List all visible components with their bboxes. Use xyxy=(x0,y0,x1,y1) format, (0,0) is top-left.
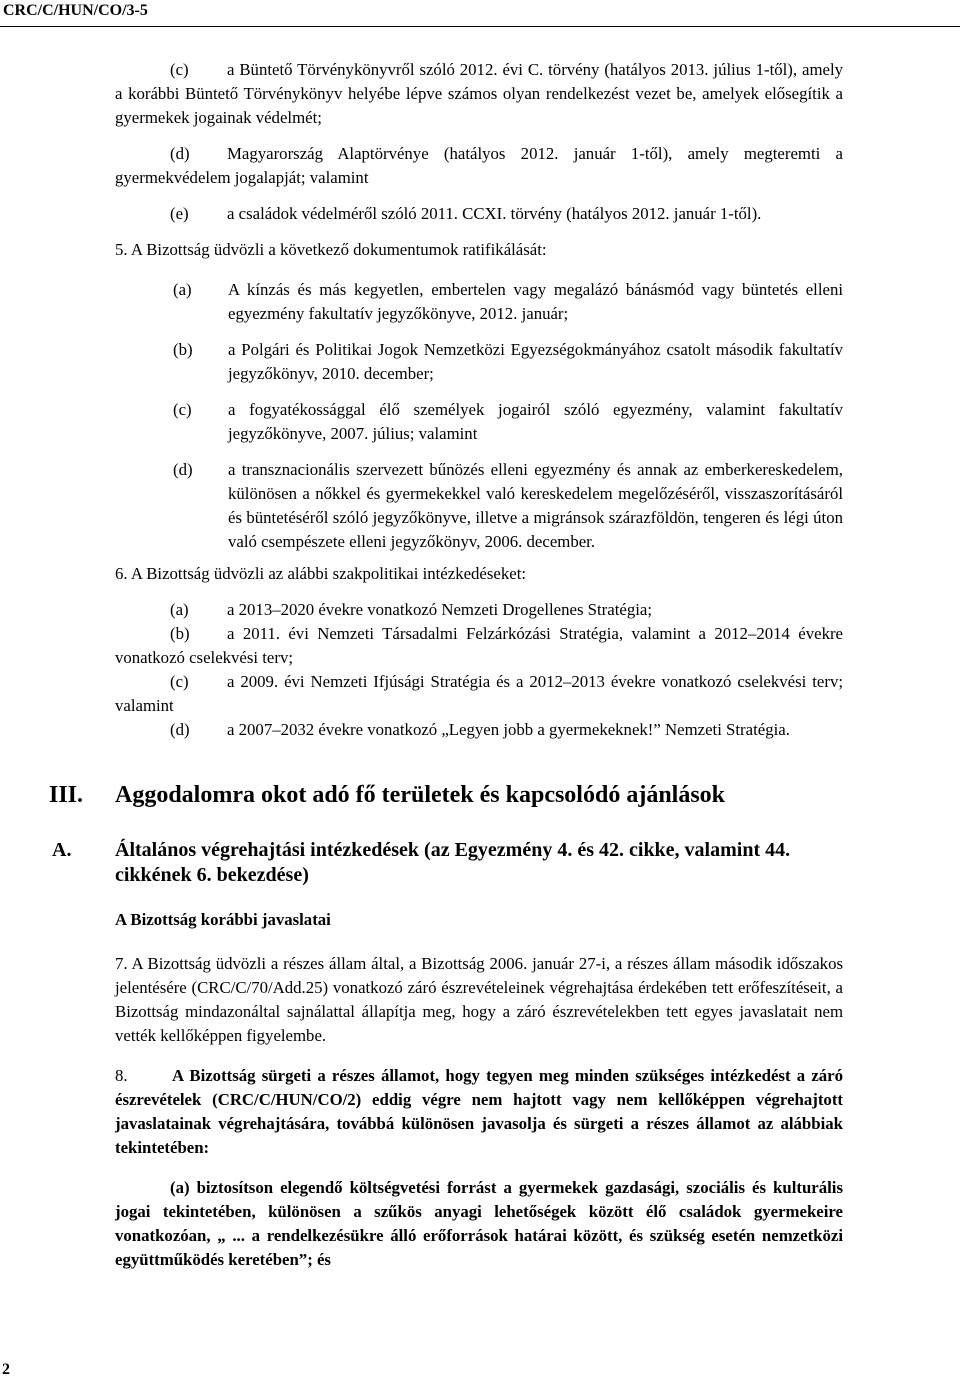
subsection-number: A. xyxy=(52,839,72,861)
section-title: Aggodalomra okot adó fő területek és kapcsolódó ajánlások xyxy=(115,782,726,808)
paragraph-6-intro: 6. A Bizottság üdvözli az alábbi szakpolitikai intézkedéseket: xyxy=(115,564,527,583)
paragraph-7: 7. A Bizottság üdvözli a részes állam által, a Bizottság 2006. január 27-i, a részes állam második időszakos jelentésére (CRC/C/70/Add.25) vonatkozó záró észrevételeinek végrehajtása érdekében tett erőfeszítéseit, a Bizottság mindazonáltal sajnálattal állapítja meg, hogy a záró észrevételekben tett egyes javaslatait nem vették kellőképpen figyelembe. xyxy=(115,954,843,1045)
subheading: A Bizottság korábbi javaslatai xyxy=(115,910,331,929)
para5-item-d: (d) a transznacionális szervezett bűnözés elleni egyezmény és annak az emberkereskedelem, különösen a nőkkel és gyermekekkel való kereskedelem megelőzéséről, visszaszorításáról és büntetéséről szóló jegyzőkönyve, illetve a migránsok szárazföldön, tengeren és légi úton való csempészete elleni jegyzőkönyv, 2006. december. xyxy=(173,460,843,551)
list-item-e: (e) a családok védelméről szóló 2011. CCXI. törvény (hatályos 2012. január 1-től). xyxy=(170,204,762,223)
document-symbol: CRC/C/HUN/CO/3-5 xyxy=(3,2,148,19)
paragraph-8-item-a: (a) biztosítson elegendő költségvetési forrást a gyermekek gazdasági, szociális és kulturális jogai tekintetében, különösen a szűkös anyagi lehetőségek között élő családok gyermekeire vonatkozóan, „ ... a rendelkezésükre álló erőforrások határai között, és szükség esetén nemzetközi együttműködés keretében”; és xyxy=(115,1178,843,1269)
subsection-heading-a xyxy=(52,838,843,888)
section-number: III. xyxy=(49,782,84,808)
page-number: 2 xyxy=(2,1361,10,1378)
paragraph-8: 8. A Bizottság sürgeti a részes államot, hogy tegyen meg minden szükséges intézkedést a záró észrevételek (CRC/C/HUN/CO/2) eddig végre nem hajtott vagy nem kellőképpen végrehajtott javaslatainak végrehajtására, továbbá különösen javasolja és sürgeti a részes államot az alábbiak tekintetében: xyxy=(115,1066,843,1157)
document-body xyxy=(49,58,843,1272)
document-header xyxy=(0,0,960,27)
para6-item-a: (a) a 2013–2020 évekre vonatkozó Nemzeti Drogellenes Stratégia; xyxy=(170,600,652,619)
para6-item-b: (b) a 2011. évi Nemzeti Társadalmi Felzárkózási Stratégia, valamint a 2012–2014 évekre vonatkozó cselekvési terv; xyxy=(115,624,843,667)
para6-item-d: (d) a 2007–2032 évekre vonatkozó „Legyen jobb a gyermekeknek!” Nemzeti Stratégia. xyxy=(170,720,790,739)
para5-item-c: (c) a fogyatékossággal élő személyek jogairól szóló egyezmény, valamint fakultatív jegyzőkönyve, 2007. július; valamint xyxy=(173,400,843,443)
para5-item-a: (a) A kínzás és más kegyetlen, embertelen vagy megalázó bánásmód vagy büntetés elleni egyezmény fakultatív jegyzőkönyve, 2012. január; xyxy=(173,280,843,323)
paragraph-5-intro: 5. A Bizottság üdvözli a következő dokumentumok ratifikálását: xyxy=(115,240,547,259)
subsection-title: Általános végrehajtási intézkedések (az Egyezmény 4. és 42. cikke, valamint 44. cikkének 6. bekezdése) xyxy=(115,839,791,886)
list-item-d: (d) Magyarország Alaptörvénye (hatályos 2012. január 1-től), amely megteremti a gyermekvédelem jogalapját; valamint xyxy=(115,144,843,187)
section-heading-iii xyxy=(49,780,843,810)
para6-item-c: (c) a 2009. évi Nemzeti Ifjúsági Stratégia és a 2012–2013 évekre vonatkozó cselekvési terv; valamint xyxy=(115,672,843,715)
list-item-c: (c) a Büntető Törvénykönyvről szóló 2012. évi C. törvény (hatályos 2013. július 1-től), amely a korábbi Büntető Törvénykönyv helyébe lépve számos olyan rendelkezést vezet be, amelyek elősegítik a gyermekek jogainak védelmét; xyxy=(115,60,843,127)
para5-item-b: (b) a Polgári és Politikai Jogok Nemzetközi Egyezségokmányához csatolt második fakultatív jegyzőkönyv, 2010. december; xyxy=(173,340,843,383)
